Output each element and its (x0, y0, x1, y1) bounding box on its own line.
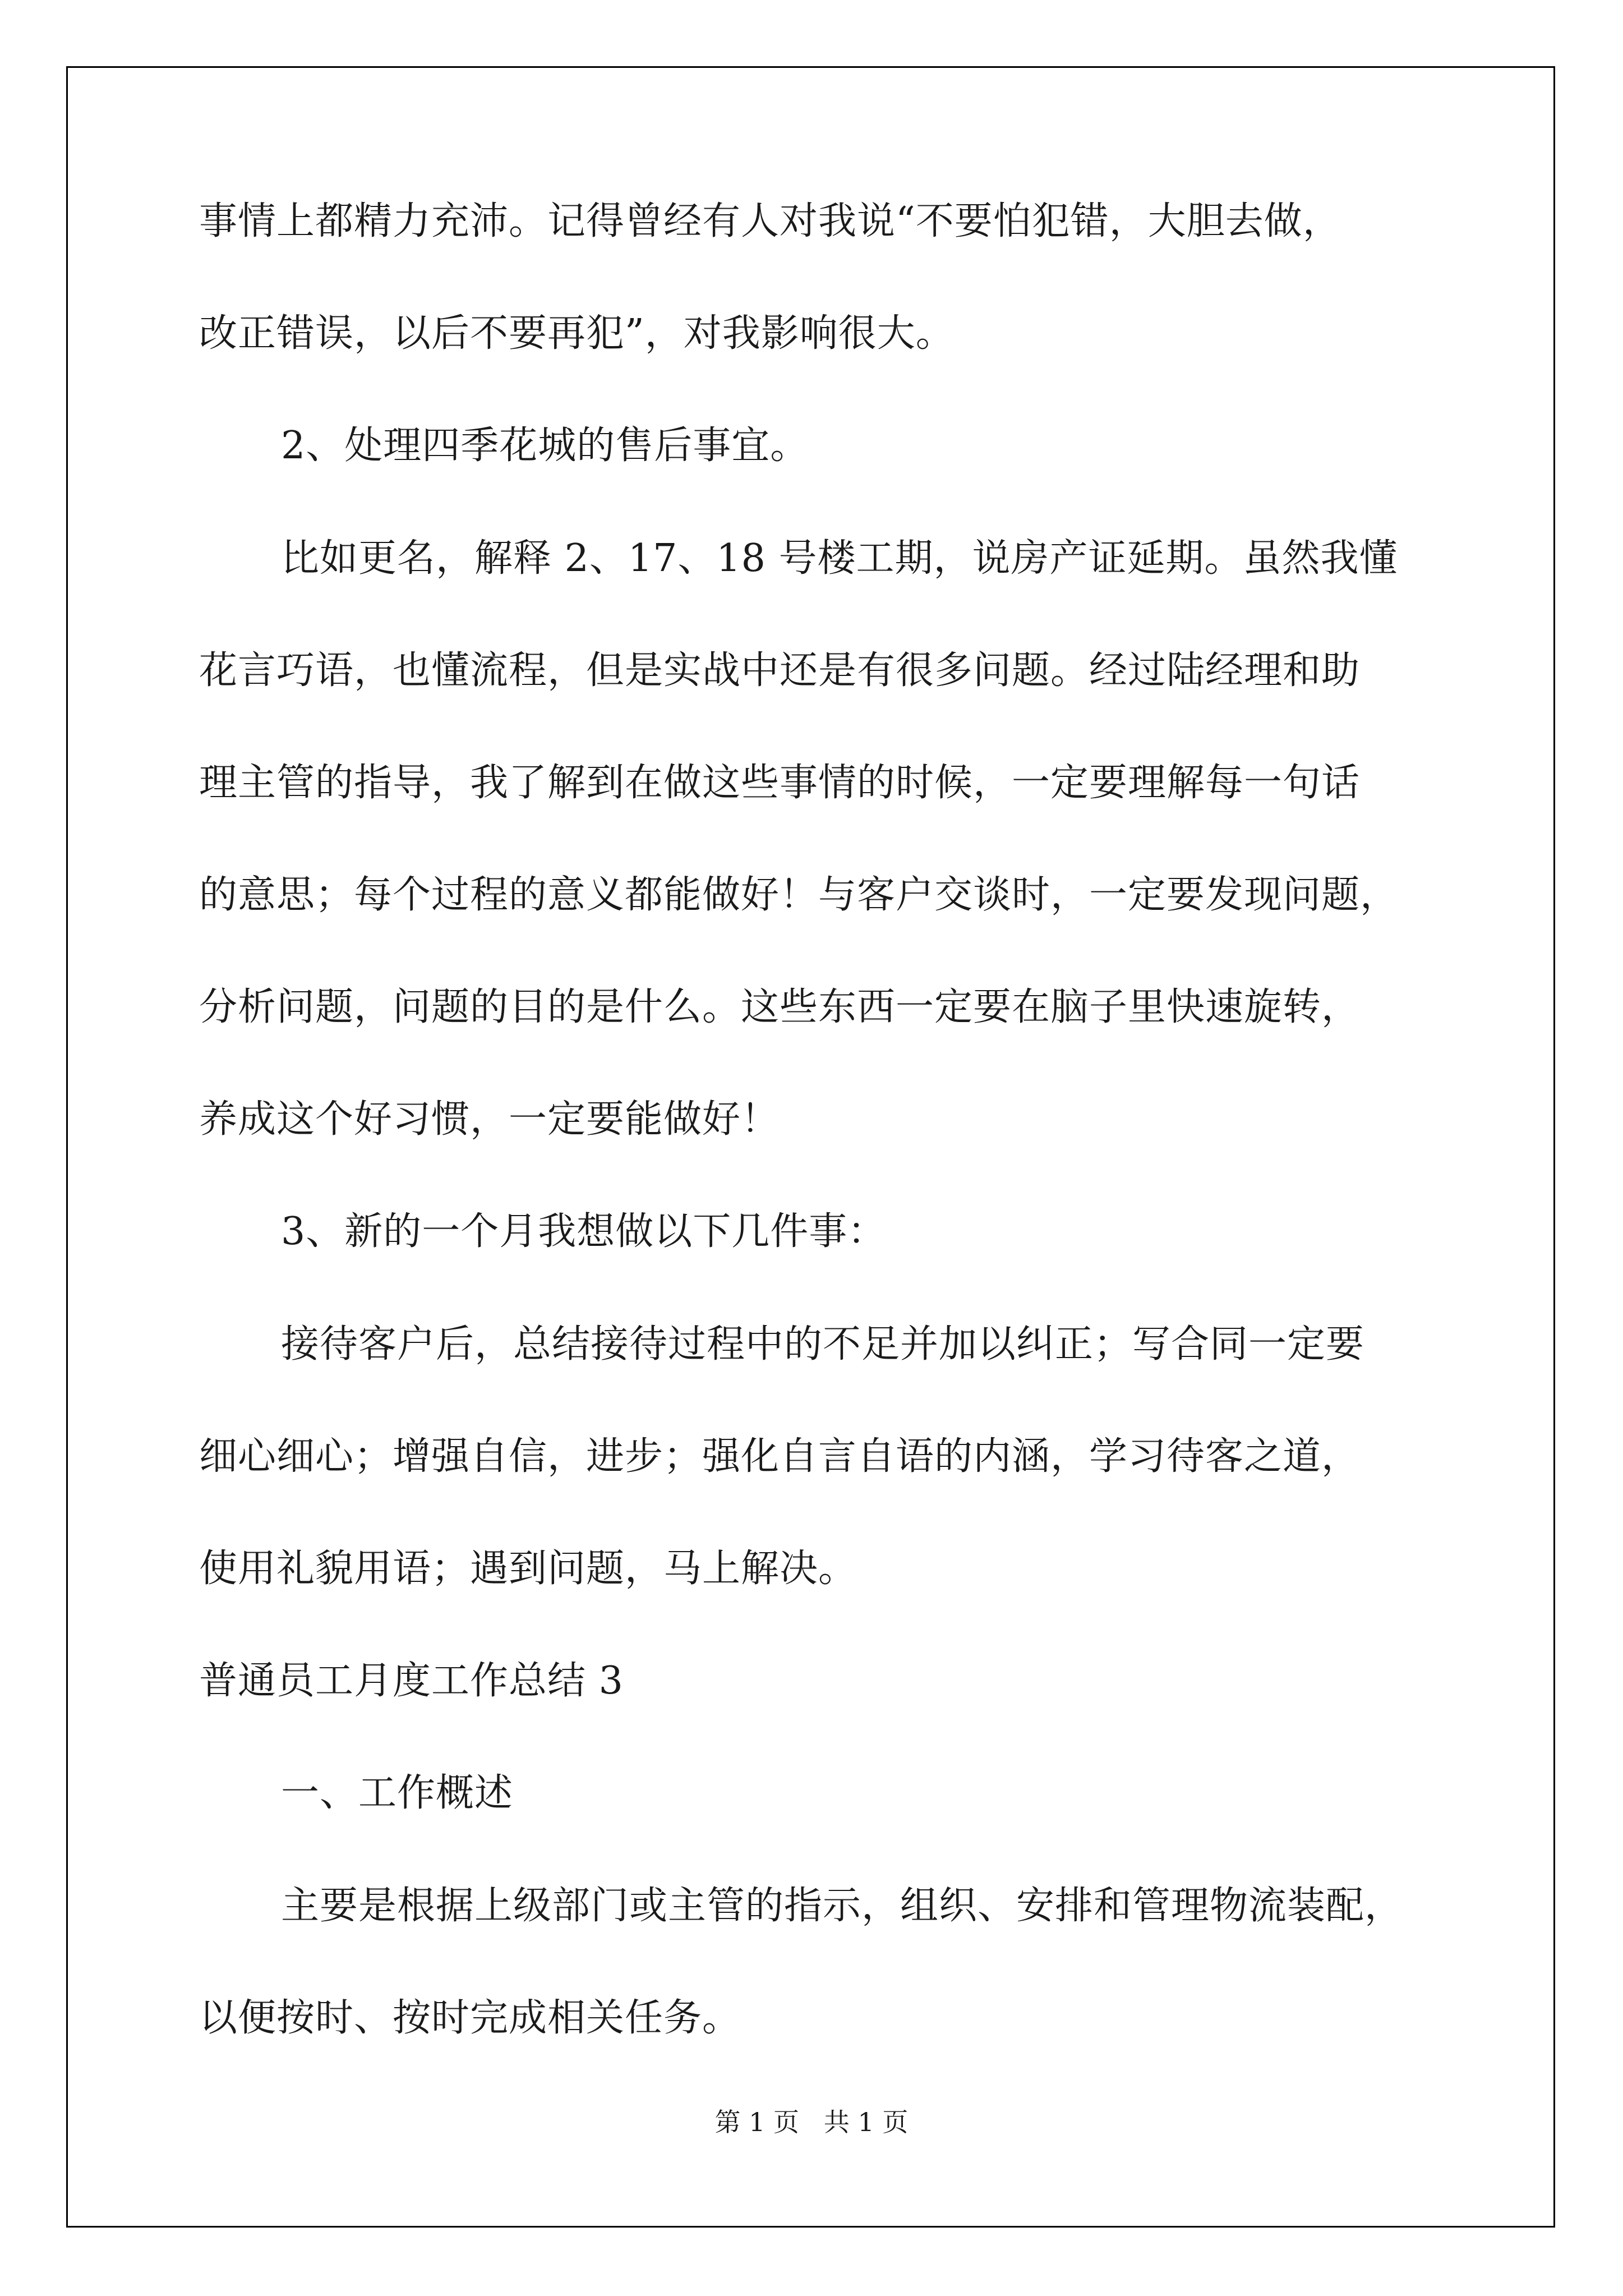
paragraph-line: 使用礼貌用语；遇到问题，马上解决。 (199, 1547, 857, 1591)
paragraph-line: 养成这个好习惯，一定要能做好！ (199, 1097, 780, 1142)
paragraph-line: 比如更名，解释 2、17、18 号楼工期，说房产证延期。虽然我懂 (281, 536, 1398, 581)
list-item-heading: 2、处理四季花城的售后事宜。 (281, 424, 809, 468)
paragraph-line: 的意思；每个过程的意义都能做好！与客户交谈时，一定要发现问题， (199, 873, 1399, 917)
paragraph-line: 分析问题，问题的目的是什么。这些东西一定要在脑子里快速旋转， (199, 985, 1361, 1029)
paragraph-line: 改正错误，以后不要再犯”，对我影响很大。 (199, 311, 955, 356)
paragraph-line: 主要是根据上级部门或主管的指示，组织、安排和管理物流装配， (281, 1884, 1404, 1928)
paragraph-line: 事情上都精力充沛。记得曾经有人对我说“不要怕犯错，大胆去做， (199, 199, 1341, 243)
paragraph-line: 以便按时、按时完成相关任务。 (199, 1996, 741, 2040)
document-body (199, 194, 1475, 2046)
section-title: 普通员工月度工作总结 3 (199, 1659, 624, 1703)
paragraph-line: 接待客户后，总结接待过程中的不足并加以纠正；写合同一定要 (281, 1322, 1365, 1366)
paragraph-line: 花言巧语，也懂流程，但是实战中还是有很多问题。经过陆经理和助 (199, 648, 1361, 693)
section-heading: 一、工作概述 (281, 1771, 514, 1815)
paragraph-line: 细心细心；增强自信，进步；强化自言自语的内涵，学习待客之道， (199, 1434, 1361, 1479)
paragraph-line: 理主管的指导，我了解到在做这些事情的时候，一定要理解每一句话 (199, 761, 1361, 805)
list-item-heading: 3、新的一个月我想做以下几件事： (281, 1209, 887, 1254)
page-footer: 第 1 页 共 1 页 (714, 2107, 909, 2137)
